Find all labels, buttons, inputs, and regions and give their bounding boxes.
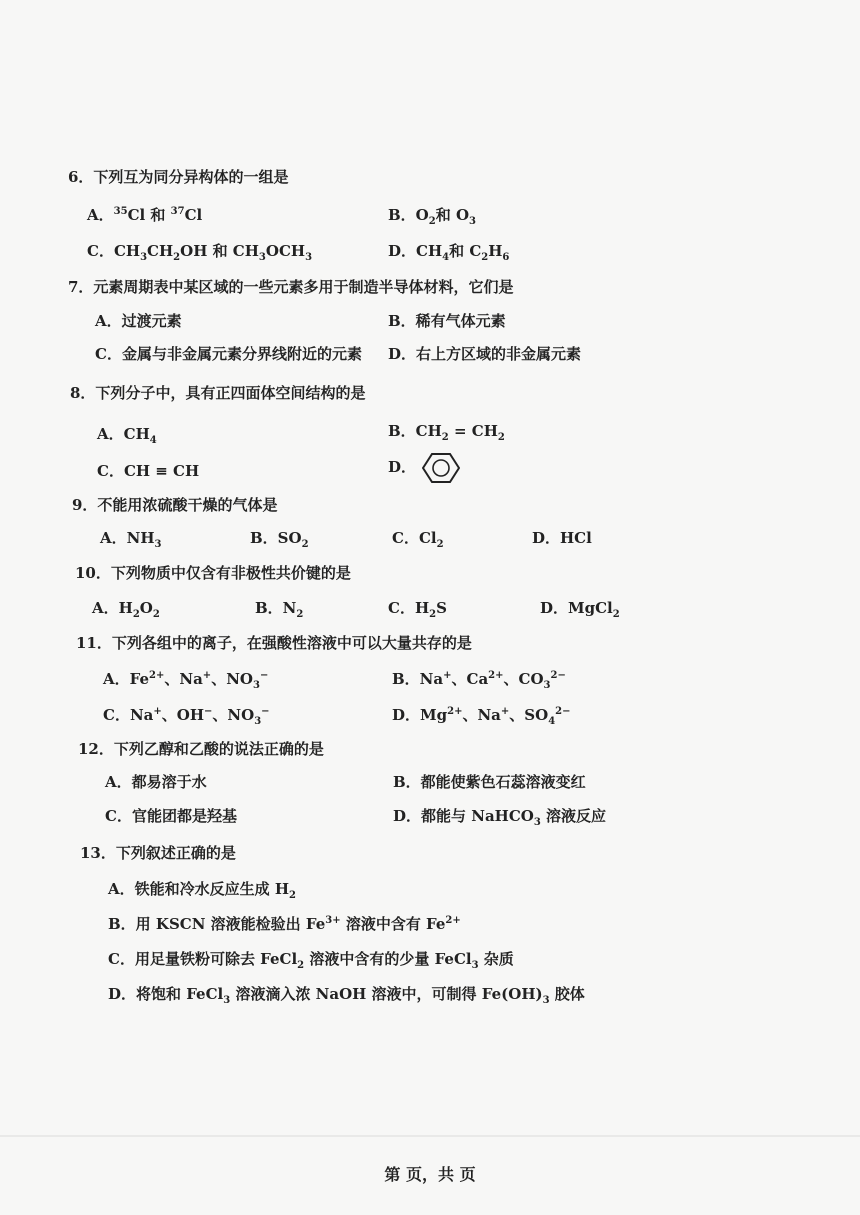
question-9-option-b: B．$SO_2$ xyxy=(250,529,309,550)
question-9-stem: 9．不能用浓硫酸干燥的气体是 xyxy=(72,496,278,514)
question-9-option-c: C．$Cl_2$ xyxy=(392,529,444,550)
question-8-option-b: B．$CH_2 = CH_2$ xyxy=(388,422,505,443)
question-6-option-b: B．$O_2$和 $O_3$ xyxy=(388,206,476,227)
question-6-option-c: C．$CH_3CH_2OH$ 和 $CH_3OCH_3$ xyxy=(87,242,313,263)
question-7-option-b: B．稀有气体元素 xyxy=(388,312,506,330)
question-11-option-d: D．$Mg^{2+}$、Na+、$SO_4^{2-}$ xyxy=(392,706,571,727)
question-7-option-a: A．过渡元素 xyxy=(95,312,182,330)
question-8-option-a: A．$CH_4$ xyxy=(97,425,157,446)
question-11-option-b: B．Na+、$Ca^{2+}$、$CO_3^{2-}$ xyxy=(392,670,566,691)
question-8-stem: 8．下列分子中，具有正四面体空间结构的是 xyxy=(70,384,366,402)
question-11-option-c: C．Na+、OH−、$NO_3^-$ xyxy=(103,706,270,727)
question-10-option-d: D．MgCl$_2$ xyxy=(540,599,620,620)
benzene-ring-icon xyxy=(422,452,460,484)
question-6-option-a: A．$^{35}$Cl 和 $^{37}$Cl xyxy=(87,206,203,224)
question-9-option-d: D．HCl xyxy=(532,529,592,547)
question-10-option-a: A．$H_2O_2$ xyxy=(92,599,160,620)
question-6-stem: 6．下列互为同分异构体的一组是 xyxy=(68,168,289,186)
question-13-option-a: A．铁能和冷水反应生成 $H_2$ xyxy=(108,880,297,901)
question-9-option-a: A．$NH_3$ xyxy=(100,529,162,550)
footer-divider xyxy=(0,1135,860,1137)
question-11-stem: 11．下列各组中的离子，在强酸性溶液中可以大量共存的是 xyxy=(76,634,472,652)
page-footer: 第 页，共 页 xyxy=(384,1165,476,1184)
question-13-stem: 13．下列叙述正确的是 xyxy=(80,844,236,862)
question-13-option-d: D．将饱和 FeCl$_3$ 溶液滴入浓 NaOH 溶液中，可制得 $Fe(OH)_3$ 胶体 xyxy=(108,985,585,1006)
question-12-option-b: B．都能使紫色石蕊溶液变红 xyxy=(393,773,586,791)
question-13-option-b: B．用 KSCN 溶液能检验出 $Fe^{3+}$ 溶液中含有 $Fe^{2+}$ xyxy=(108,915,461,933)
question-12-option-a: A．都易溶于水 xyxy=(105,773,207,791)
question-7-stem: 7．元素周期表中某区域的一些元素多用于制造半导体材料，它们是 xyxy=(68,278,514,296)
question-13-option-c: C．用足量铁粉可除去 FeCl$_2$ 溶液中含有的少量 FeCl$_3$ 杂质 xyxy=(108,950,514,971)
question-12-option-c: C．官能团都是羟基 xyxy=(105,807,237,825)
question-10-option-b: B．$N_2$ xyxy=(255,599,304,620)
question-12-stem: 12．下列乙醇和乙酸的说法正确的是 xyxy=(78,740,324,758)
question-6-option-d: D．$CH_4$和 $C_2H_6$ xyxy=(388,242,510,263)
question-12-option-d: D．都能与 NaHCO$_3$ 溶液反应 xyxy=(393,807,607,828)
question-10-option-c: C．$H_2S$ xyxy=(388,599,447,620)
question-7-option-d: D．右上方区域的非金属元素 xyxy=(388,345,582,363)
question-8-option-d: D． xyxy=(388,452,460,484)
question-10-stem: 10．下列物质中仅含有非极性共价键的是 xyxy=(75,564,351,582)
question-11-option-a: A．$Fe^{2+}$、Na+、$NO_3^-$ xyxy=(103,670,269,691)
question-8-option-c: C．CH ≡ CH xyxy=(97,462,200,480)
question-7-option-c: C．金属与非金属元素分界线附近的元素 xyxy=(95,345,362,363)
